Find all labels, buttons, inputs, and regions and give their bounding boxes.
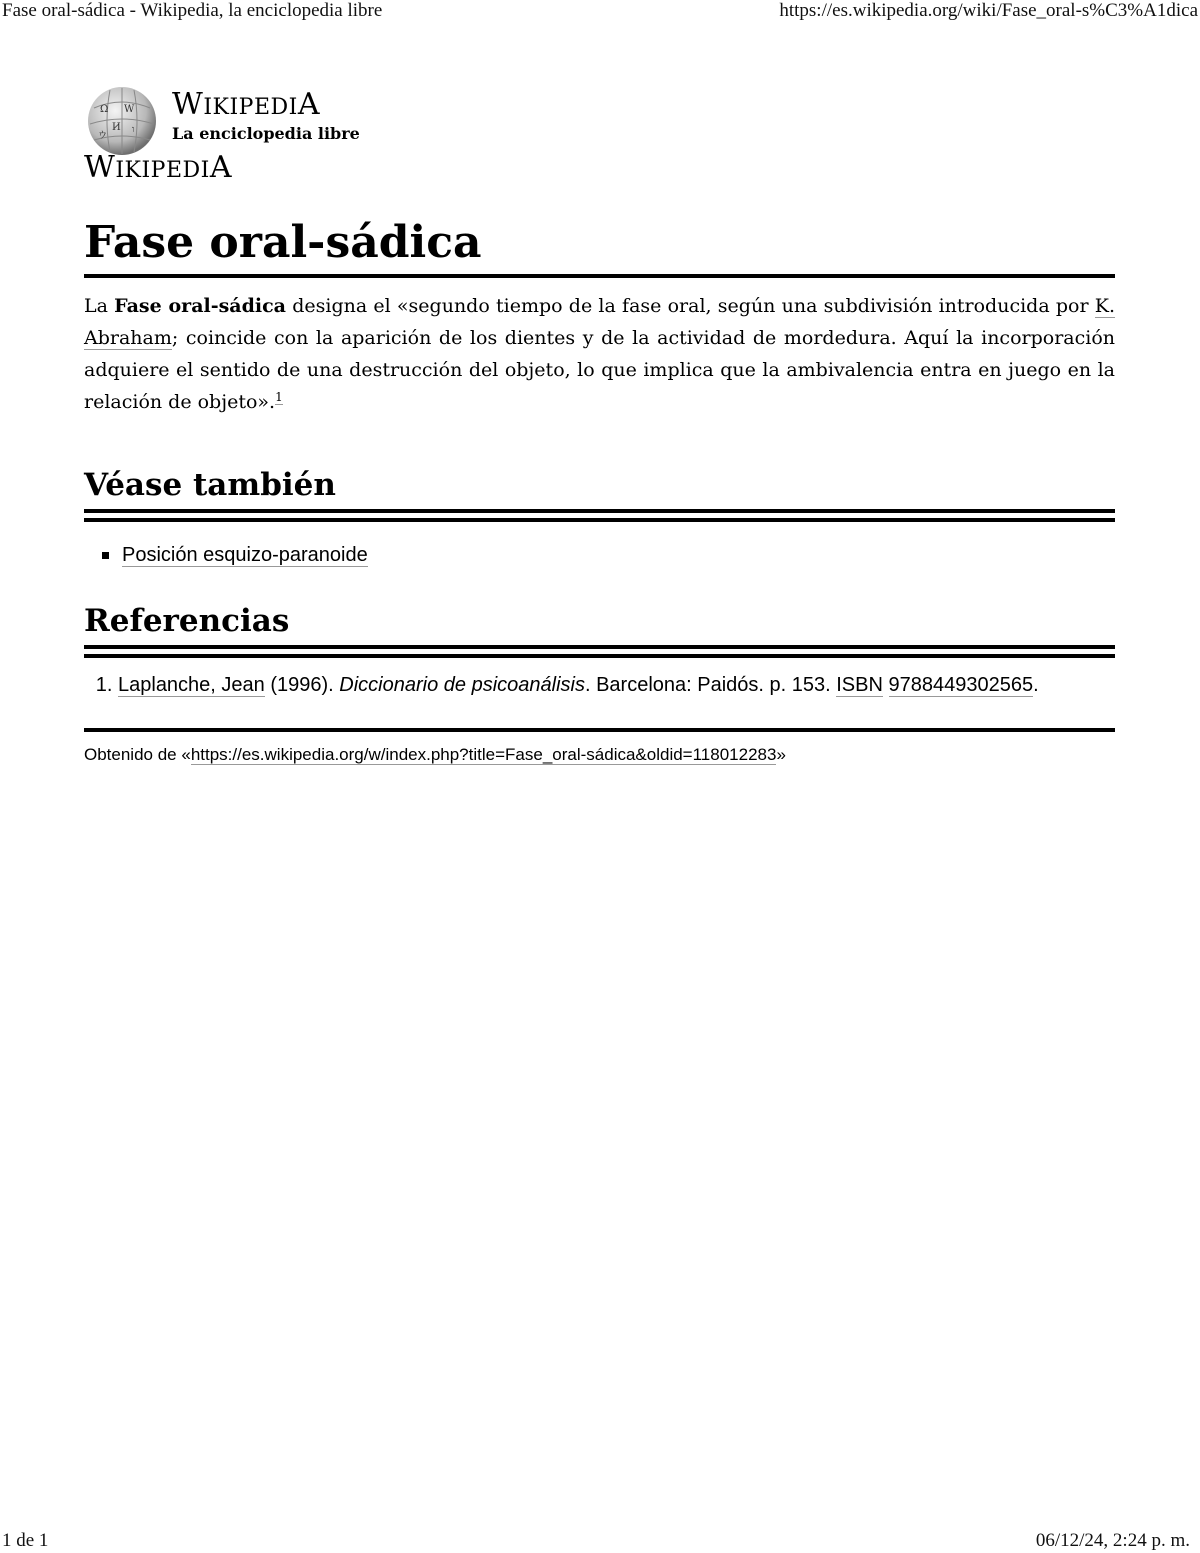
page-title: Fase oral-sádica <box>84 214 1115 278</box>
print-header-url: https://es.wikipedia.org/wiki/Fase_oral-s%C3%A1dica <box>779 0 1198 21</box>
link-posicion-esquizo-paranoide[interactable]: Posición esquizo-paranoide <box>122 544 368 566</box>
wordmark-text: WIKIPEDIA <box>172 87 321 122</box>
book-title: Diccionario de psicoanálisis <box>339 674 585 696</box>
print-footer-datetime: 06/12/24, 2:24 p. m. <box>1035 1530 1190 1551</box>
link-permanent-url[interactable]: https://es.wikipedia.org/w/index.php?title=Fase_oral-sádica&oldid=118012283 <box>190 745 777 764</box>
list-item <box>122 540 1115 570</box>
retrieved-from: Obtenido de «https://es.wikipedia.org/w/index.php?title=Fase_oral-sádica&oldid=118012283» <box>84 745 786 764</box>
article-intro: La Fase oral-sádica designa el «segundo tiempo de la fase oral, según una subdivisión introducida por K. Abraham; coincide con la aparición de los dientes y de la actividad de mordedura. Aquí la incorporación adquiere el sentido de una destrucción del objeto, lo que implica que la ambivalencia entra en juego en la relación de objeto».$^1$ <box>84 295 1116 413</box>
svg-text:И: И <box>112 122 121 133</box>
link-isbn-number[interactable]: 9788449302565 <box>888 674 1034 696</box>
section-heading-see-also: Véase también <box>84 464 1115 522</box>
print-footer-page: 1 de 1 <box>2 1530 49 1551</box>
article-content <box>84 214 1115 766</box>
section-heading-references: Referencias <box>84 600 1115 658</box>
references-list <box>84 672 1115 698</box>
svg-text:W: W <box>124 104 135 115</box>
reference-item: 1. Laplanche, Jean (1996). Diccionario de psicoanálisis. Barcelona: Paidós. p. 153. ISBN 9788449302565. <box>118 672 1115 698</box>
wikipedia-wordmark-secondary: WIKIPEDIA <box>84 150 233 185</box>
bold-term: Fase oral-sádica <box>114 295 286 317</box>
svg-text:ו: ו <box>132 125 135 135</box>
print-header-title: Fase oral-sádica - Wikipedia, la enciclopedia libre <box>2 0 383 21</box>
wordmark-tagline: La enciclopedia libre <box>172 124 360 143</box>
link-k-abraham[interactable]: K. Abraham <box>84 295 1116 349</box>
wikipedia-wordmark <box>172 88 360 143</box>
link-isbn-label[interactable]: ISBN <box>836 674 883 696</box>
reference-marker[interactable]: 1 <box>275 389 283 404</box>
link-author[interactable]: Laplanche, Jean <box>118 674 265 696</box>
svg-text:Ω: Ω <box>100 104 109 115</box>
svg-text:ウ: ウ <box>98 131 108 141</box>
wikipedia-globe-icon <box>84 86 160 156</box>
footer-divider <box>84 728 1115 732</box>
see-also-list <box>84 540 1115 570</box>
